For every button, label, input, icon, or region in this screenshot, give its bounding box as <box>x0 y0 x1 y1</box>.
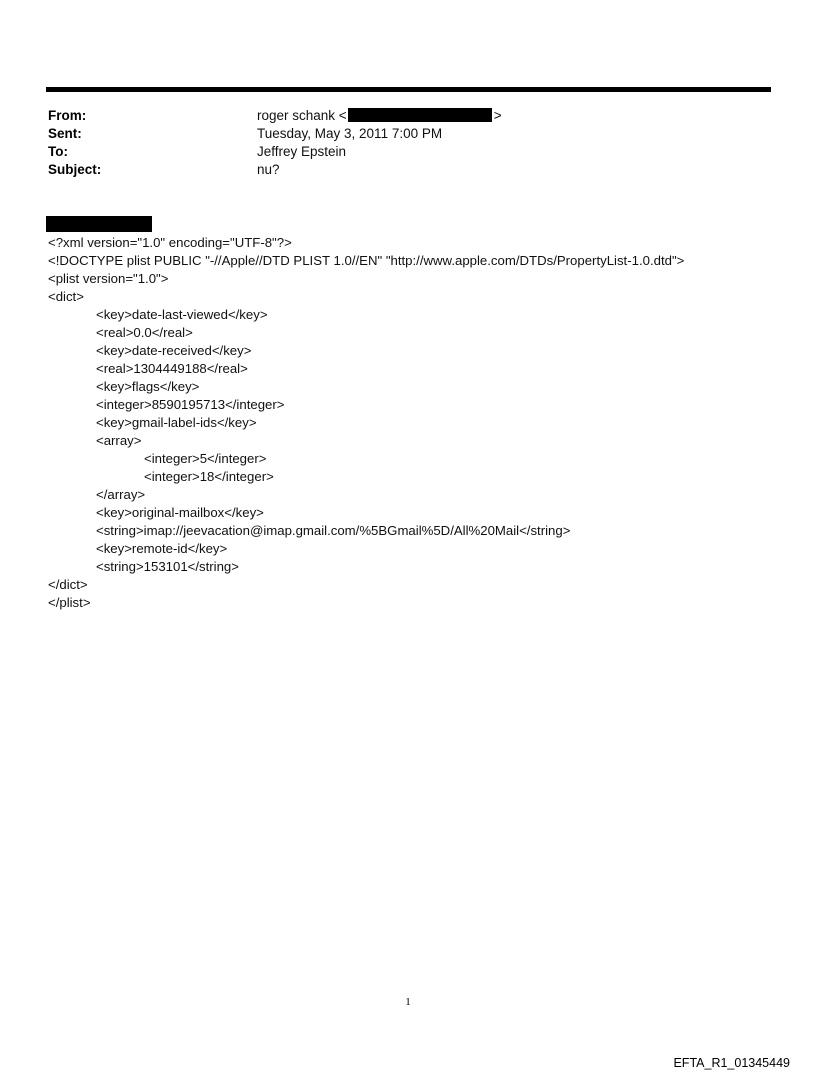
document-id: EFTA_R1_01345449 <box>673 1056 790 1070</box>
body-line: <string>153101</string> <box>96 559 239 574</box>
body-line: <key>date-received</key> <box>96 343 252 358</box>
email-header <box>48 107 768 179</box>
email-body <box>48 234 778 612</box>
sent-row <box>48 125 768 143</box>
body-line: <integer>18</integer> <box>144 469 274 484</box>
sent-value: Tuesday, May 3, 2011 7:00 PM <box>257 126 443 141</box>
subject-value: nu? <box>257 162 280 177</box>
to-value: Jeffrey Epstein <box>257 144 347 159</box>
body-line: <string>imap://jeevacation@imap.gmail.com/%5BGmail%5D/All%20Mail</string> <box>96 523 571 538</box>
sent-label: Sent: <box>48 126 82 141</box>
body-line: <key>date-last-viewed</key> <box>96 307 268 322</box>
body-line: <key>flags</key> <box>96 379 200 394</box>
body-line: <integer>5</integer> <box>144 451 267 466</box>
body-line: <dict> <box>48 289 84 304</box>
subject-row <box>48 161 768 179</box>
subject-label: Subject: <box>48 162 102 177</box>
body-line: <key>gmail-label-ids</key> <box>96 415 257 430</box>
body-line: <real>1304449188</real> <box>96 361 248 376</box>
to-row <box>48 143 768 161</box>
from-row <box>48 107 768 125</box>
body-line: </plist> <box>48 595 91 610</box>
body-line: </array> <box>96 487 146 502</box>
body-line: <!DOCTYPE plist PUBLIC "-//Apple//DTD PLIST 1.0//EN" "http://www.apple.com/DTDs/PropertyList-1.0.dtd"> <box>48 253 685 268</box>
header-rule <box>46 87 771 92</box>
redaction-block <box>46 216 152 232</box>
body-line: <key>remote-id</key> <box>96 541 228 556</box>
body-line: <key>original-mailbox</key> <box>96 505 264 520</box>
from-name: roger schank < <box>257 108 347 123</box>
from-value <box>257 107 502 125</box>
body-line: <plist version="1.0"> <box>48 271 169 286</box>
body-line: <integer>8590195713</integer> <box>96 397 285 412</box>
page-number: 1 <box>405 996 411 1008</box>
from-label: From: <box>48 108 87 123</box>
body-line: <?xml version="1.0" encoding="UTF-8"?> <box>48 235 292 250</box>
body-line: <array> <box>96 433 142 448</box>
body-line: </dict> <box>48 577 88 592</box>
body-line: <real>0.0</real> <box>96 325 193 340</box>
to-label: To: <box>48 144 68 159</box>
redacted-email <box>348 108 492 122</box>
from-close: > <box>493 108 502 123</box>
